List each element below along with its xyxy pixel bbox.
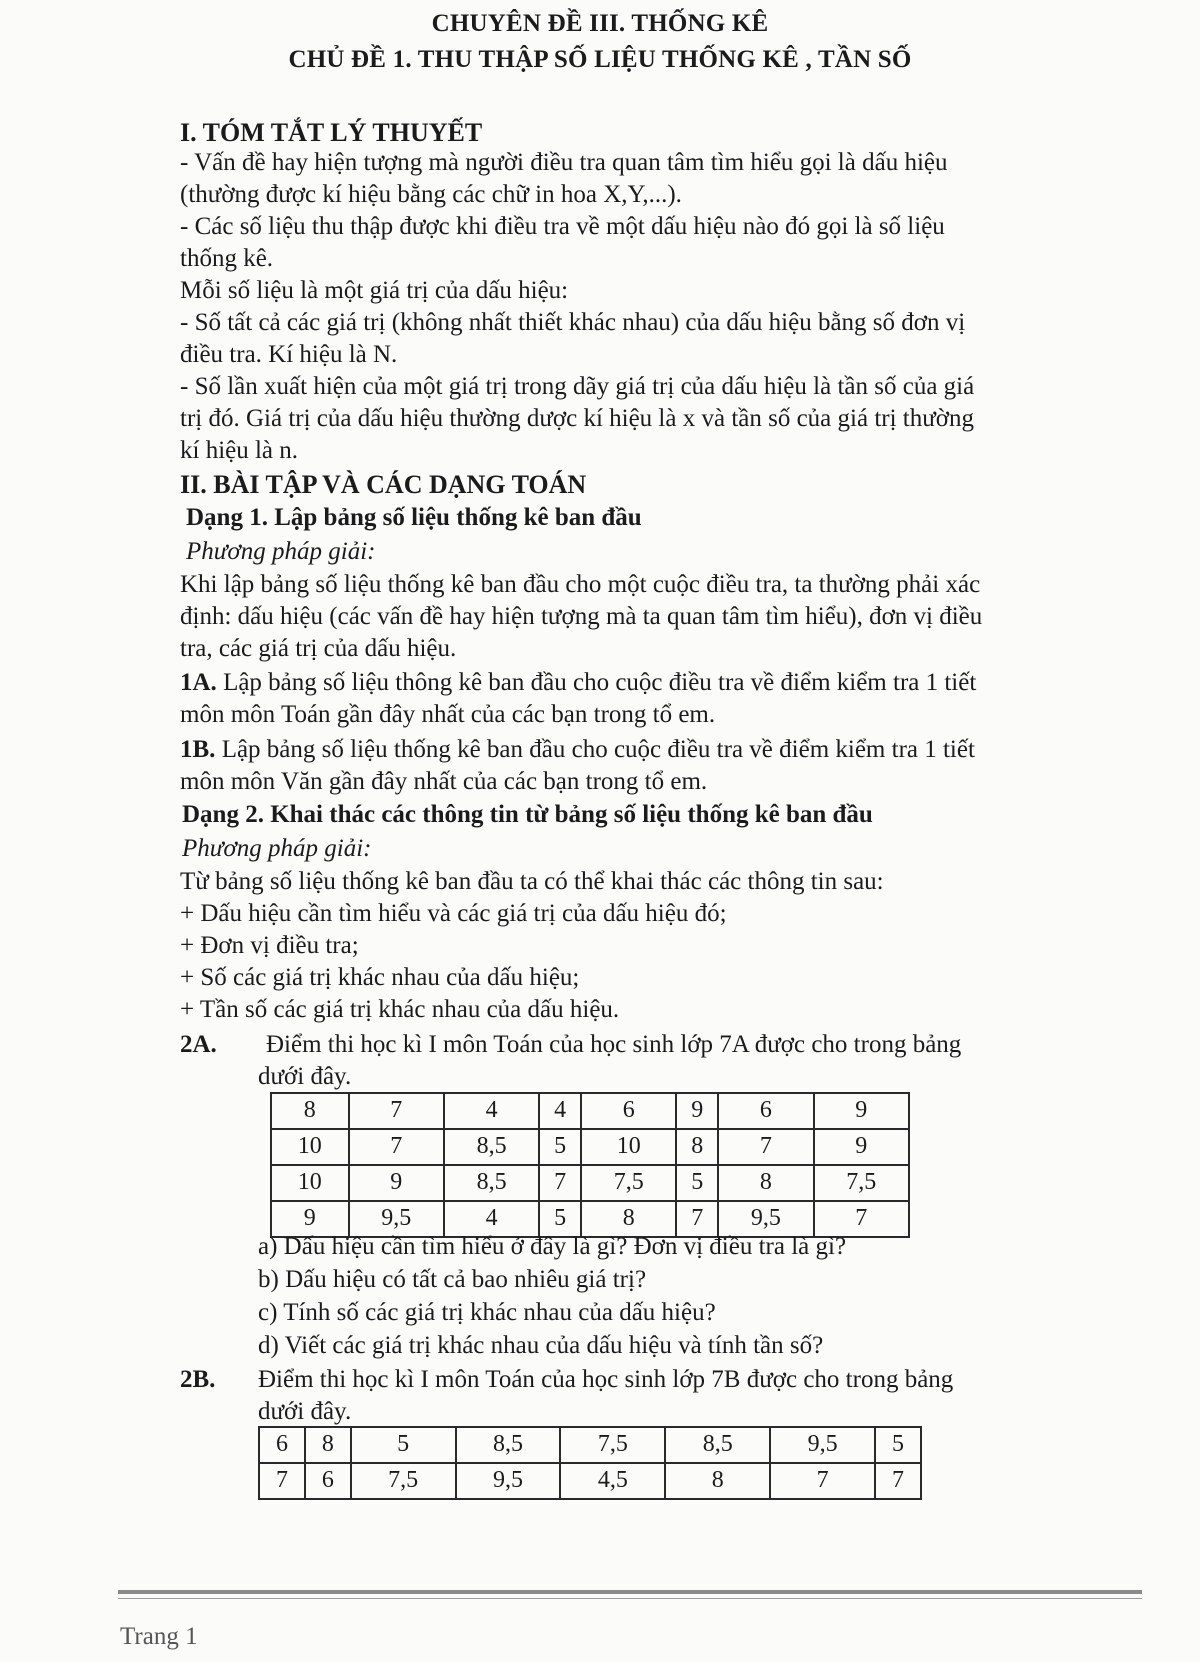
table-cell: 8 — [718, 1165, 813, 1201]
table-cell: 7 — [539, 1165, 581, 1201]
exercise-2a-text: Điểm thi học kì I môn Toán của học sinh lớp 7A được cho trong bảng — [266, 1031, 962, 1058]
table-cell: 8,5 — [665, 1427, 770, 1463]
theory-line: thống kê. — [180, 245, 274, 272]
dang2-method: Phương pháp giải: — [182, 835, 372, 862]
table-cell: 9 — [349, 1165, 444, 1201]
question-b: b) Dấu hiệu có tất cả bao nhiêu giá trị? — [258, 1266, 647, 1293]
dang1-heading: Dạng 1. Lập bảng số liệu thống kê ban đầu — [186, 504, 642, 531]
exercise-2a-text-cont: dưới đây. — [258, 1063, 352, 1090]
dang1-line: tra, các giá trị của dấu hiệu. — [180, 635, 457, 662]
table-cell: 8 — [581, 1201, 676, 1237]
table-cell: 7 — [718, 1129, 813, 1165]
table-cell: 5 — [875, 1427, 921, 1463]
exercise-1a-label: 1A. — [180, 669, 217, 696]
question-a: a) Dấu hiệu cần tìm hiểu ở đây là gì? Đơn vị điều tra là gì? — [258, 1233, 847, 1260]
table-cell: 7,5 — [814, 1165, 909, 1201]
table-cell: 6 — [305, 1463, 351, 1499]
table-cell: 4 — [444, 1201, 539, 1237]
scores-table-7b — [258, 1426, 922, 1500]
table-cell: 9 — [676, 1093, 718, 1129]
footer-rule-thin — [118, 1598, 1142, 1599]
table-cell: 8 — [271, 1093, 349, 1129]
footer-rule — [118, 1590, 1142, 1594]
scores-table-7a — [270, 1092, 910, 1238]
exercise-1a-cont: môn môn Toán gần đây nhất của các bạn trong tổ em. — [180, 701, 716, 728]
table-cell: 4,5 — [560, 1463, 665, 1499]
table-cell: 7 — [259, 1463, 305, 1499]
theory-line: trị đó. Giá trị của dấu hiệu thường dược kí hiệu là x và tần số của giá trị thường — [180, 405, 975, 432]
theory-line: kí hiệu là n. — [180, 437, 299, 464]
table-cell: 7,5 — [581, 1165, 676, 1201]
table-row — [259, 1463, 921, 1499]
dang2-line: + Đơn vị điều tra; — [180, 932, 359, 959]
theory-line: (thường được kí hiệu bằng các chữ in hoa X,Y,...). — [180, 181, 682, 208]
table-cell: 9,5 — [770, 1427, 875, 1463]
table-cell: 7 — [676, 1201, 718, 1237]
table-cell: 9,5 — [349, 1201, 444, 1237]
table-cell: 8 — [305, 1427, 351, 1463]
theory-line: - Vấn đề hay hiện tượng mà người điều tra quan tâm tìm hiểu gọi là dấu hiệu — [180, 149, 948, 176]
dang1-line: định: dấu hiệu (các vấn đề hay hiện tượng mà ta quan tâm tìm hiểu), đơn vị điều — [180, 603, 983, 630]
question-c: c) Tính số các giá trị khác nhau của dấu hiệu? — [258, 1299, 716, 1326]
dang1-method: Phương pháp giải: — [186, 538, 376, 565]
dang1-line: Khi lập bảng số liệu thống kê ban đầu cho một cuộc điều tra, ta thường phải xác — [180, 571, 981, 598]
dang2-line: Từ bảng số liệu thống kê ban đầu ta có thể khai thác các thông tin sau: — [180, 868, 884, 895]
exercise-1b-text: Lập bảng số liệu thống kê ban đầu cho cuộc điều tra về điểm kiểm tra 1 tiết — [215, 736, 975, 763]
table-cell: 6 — [259, 1427, 305, 1463]
chapter-title: CHUYÊN ĐỀ III. THỐNG KÊ — [431, 10, 769, 37]
table-row — [271, 1129, 909, 1165]
table-cell: 8 — [665, 1463, 770, 1499]
table-cell: 8,5 — [444, 1129, 539, 1165]
table-cell: 9 — [814, 1093, 909, 1129]
table-cell: 7 — [349, 1129, 444, 1165]
table-cell: 9,5 — [456, 1463, 561, 1499]
section1-heading: I. TÓM TẮT LÝ THUYẾT — [180, 118, 483, 147]
table-row — [271, 1093, 909, 1129]
dang2-line: + Dấu hiệu cần tìm hiểu và các giá trị của dấu hiệu đó; — [180, 900, 727, 927]
theory-line: điều tra. Kí hiệu là N. — [180, 341, 398, 368]
exercise-2b-label: 2B. — [180, 1366, 216, 1393]
exercise-1b-label: 1B. — [180, 736, 216, 763]
table-cell: 5 — [539, 1201, 581, 1237]
table-cell: 6 — [718, 1093, 813, 1129]
exercise-1a-text: Lập bảng số liệu thông kê ban đầu cho cuộc điều tra về điểm kiểm tra 1 tiết — [216, 669, 977, 696]
page-number: Trang 1 — [120, 1623, 198, 1650]
exercise-1b — [180, 735, 975, 765]
table-cell: 7 — [349, 1093, 444, 1129]
table-row — [271, 1165, 909, 1201]
table-cell: 10 — [581, 1129, 676, 1165]
theory-line: - Số lần xuất hiện của một giá trị trong dãy giá trị của dấu hiệu là tần số của giá — [180, 373, 975, 400]
table-cell: 8 — [676, 1129, 718, 1165]
table-cell: 5 — [676, 1165, 718, 1201]
table-cell: 9 — [271, 1201, 349, 1237]
table-cell: 7 — [814, 1201, 909, 1237]
table-cell: 6 — [581, 1093, 676, 1129]
theory-line: - Số tất cả các giá trị (không nhất thiết khác nhau) của dấu hiệu bằng số đơn vị — [180, 309, 966, 336]
table-cell: 7,5 — [351, 1463, 456, 1499]
topic-title: CHỦ ĐỀ 1. THU THẬP SỐ LIỆU THỐNG KÊ , TẦN SỐ — [288, 46, 912, 73]
table-cell: 4 — [539, 1093, 581, 1129]
table-cell: 7,5 — [560, 1427, 665, 1463]
table-cell: 9,5 — [718, 1201, 813, 1237]
table-cell: 7 — [770, 1463, 875, 1499]
theory-line: Mỗi số liệu là một giá trị của dấu hiệu: — [180, 277, 569, 304]
dang2-line: + Số các giá trị khác nhau của dấu hiệu; — [180, 964, 580, 991]
question-d: d) Viết các giá trị khác nhau của dấu hiệu và tính tần số? — [258, 1332, 824, 1359]
exercise-2a-label: 2A. — [180, 1031, 217, 1058]
table-cell: 8,5 — [444, 1165, 539, 1201]
table-cell: 4 — [444, 1093, 539, 1129]
exercise-1b-cont: môn môn Văn gần đây nhất của các bạn trong tổ em. — [180, 768, 708, 795]
table-cell: 8,5 — [456, 1427, 561, 1463]
table-cell: 5 — [539, 1129, 581, 1165]
section2-heading: II. BÀI TẬP VÀ CÁC DẠNG TOÁN — [180, 470, 587, 499]
table-cell: 9 — [814, 1129, 909, 1165]
table-cell: 7 — [875, 1463, 921, 1499]
table-cell: 10 — [271, 1165, 349, 1201]
table-cell: 5 — [351, 1427, 456, 1463]
table-cell: 10 — [271, 1129, 349, 1165]
table-row — [259, 1427, 921, 1463]
exercise-2b-text-cont: dưới đây. — [258, 1398, 352, 1425]
dang2-heading: Dạng 2. Khai thác các thông tin từ bảng số liệu thống kê ban đầu — [182, 801, 873, 828]
exercise-2b-text: Điểm thi học kì I môn Toán của học sinh lớp 7B được cho trong bảng — [258, 1366, 954, 1393]
theory-line: - Các số liệu thu thập được khi điều tra về một dấu hiệu nào đó gọi là số liệu — [180, 213, 945, 240]
dang2-line: + Tần số các giá trị khác nhau của dấu hiệu. — [180, 996, 620, 1023]
exercise-1a — [180, 668, 976, 698]
